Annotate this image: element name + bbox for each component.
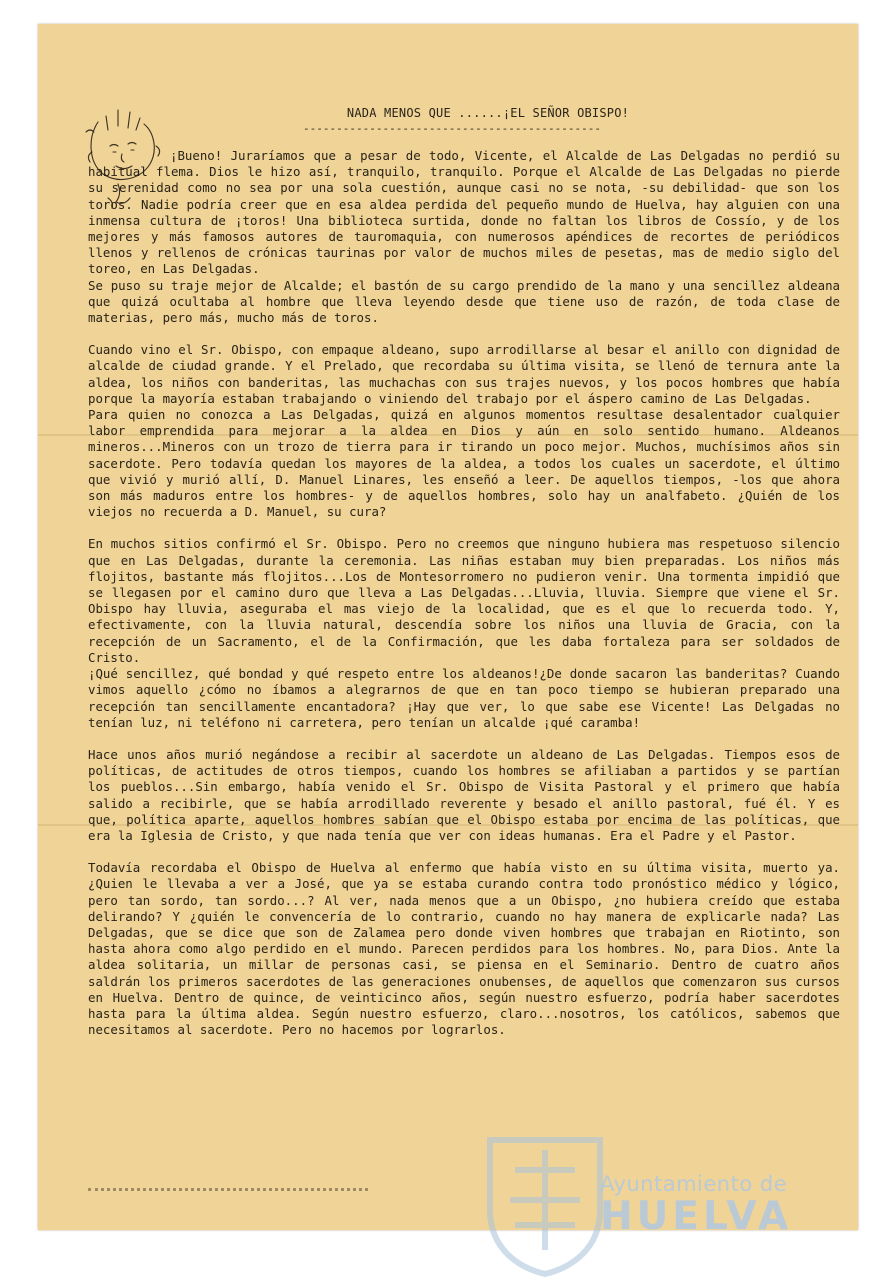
- paragraph: ¡Bueno! Juraríamos que a pesar de todo, Vicente, el Alcalde de Las Delgadas no perdió su habitual flema. Dios le hizo así, tranquilo, tranquilo. Porque el Alcalde de Las Delgadas no pierde su serenidad como no sea por una sola cuestión, aunque casi no se nota, -su debilidad- que son los toros. Nadie podría creer que en esa aldea perdida del pequeño mundo de Huelva, hay alguien con una inmensa cultura de ¡toros! Una biblioteca surtida, donde no faltan los libros de Cossío, y de los mejores y más famosos autores de tauromaquia, con numerosos apéndices de recortes de periódicos llenos y rellenos de crónicas taurinas por valor de muchos miles de pesetas, mas de medio siglo del toreo, en Las Delgadas. Se puso su traje mejor de Alcalde; el bastón de su cargo prendido de la mano y una sencillez aldeana que quizá ocultaba al hombre que lleva leyendo desde que tiene uso de razón, de toda clase de materias, pero más, mucho más de toros.: [88, 148, 840, 326]
- paragraph: Cuando vino el Sr. Obispo, con empaque aldeano, supo arrodillarse al besar el anillo con dignidad de alcalde de ciudad grande. Y el Prelado, que recordaba su última visita, se llenó de ternura ante la aldea, los niños con banderitas, las muchachas con sus trajes nuevos, y los pocos hombres que había porque la mayoría estaban trabajando o viniendo del trabajo por el áspero camino de Las Delgadas. Para quien no conozca a Las Delgadas, quizá en algunos momentos resultase desalentador cualquier labor emprendida para mejorar a la aldea en Dios y aún en solo sentido humano. Aldeanos mineros...Mineros con un trozo de tierra para ir tirando un poco mejor. Muchos, muchísimos años sin sacerdote. Pero todavía quedan los mayores de la aldea, a todos los cuales un sacerdote, el último que vivió y murió allí, D. Manuel Linares, les enseñó a leer. De aquellos tiempos, -los que ahora son más maduros entre los hombres- y de aquellos hombres, solo hay un analfabeto. ¿Quién de los viejos no recuerda a D. Manuel, su cura?: [88, 342, 840, 520]
- closing-rule: [88, 1188, 368, 1195]
- archive-watermark: [600, 1172, 890, 1239]
- document-sheet: [38, 24, 858, 1230]
- document-title: NADA MENOS QUE ......¡EL SEÑOR OBISPO!: [346, 106, 630, 120]
- title-underline: ---------------------------------------------: [303, 122, 602, 135]
- paragraph: Hace unos años murió negándose a recibir al sacerdote un aldeano de Las Delgadas. Tiempos esos de políticas, de actitudes de otros tiempos, cuando los hombres se afiliaban a partidos y se partían los pueblos...Sin embargo, había venido el Sr. Obispo de Visita Pastoral y el primero que había salido a recibirle, que se había arrodillado reverente y besado el anillo pastoral, fué él. Y es que, política aparte, aquellos hombres sabían que el Obispo estaba por encima de las políticas, que era la Iglesia de Cristo, y que nada tenía que ver con ideas humanas. Era el Padre y el Pastor.: [88, 746, 840, 843]
- paragraph: En muchos sitios confirmó el Sr. Obispo. Pero no creemos que ninguno hubiera mas respetuoso silencio que en Las Delgadas, durante la ceremonia. Las niñas estaban muy bien preparadas. Los niños más flojitos, bastante más flojitos...Los de Montesorromero no pudieron venir. Una tormenta impidió que se llegasen por el camino duro que lleva a Las Delgadas...Lluvia, lluvia. Siempre que viene el Sr. Obispo hay lluvia, aseguraba el mas viejo de la localidad, que es el que lo recuerda todo. Y, efectivamente, con la lluvia natural, descendía sobre los niños una lluvia de Gracia, con la recepción de un Sacramento, el de la Confirmación, que les daba fortaleza para ser soldados de Cristo. ¡Qué sencillez, qué bondad y qué respeto entre los aldeanos!¿De donde sacaron las banderitas? Cuando vimos aquello ¿cómo no íbamos a alegrarnos de que en tan poco tiempo se hubieran preparado una recepción tan sencillamente encantadora? ¡Hay que ver, lo que sabe ese Vicente! Las Delgadas no tenían luz, ni teléfono ni carretera, pero tenían un alcalde ¡qué caramba!: [88, 536, 840, 730]
- watermark-line1: Ayuntamiento de: [600, 1172, 788, 1196]
- watermark-line2: HUELVA: [600, 1194, 793, 1239]
- article-body: [88, 148, 840, 1038]
- paragraph: Todavía recordaba el Obispo de Huelva al enfermo que había visto en su última visita, muerto ya. ¿Quien le llevaba a ver a José, que ya se estaba curando contra todo pronóstico médico y lógico, pero tan sordo, tan sordo...? Al ver, nada menos que a un Obispo, ¿no hubiera creído que estaba delirando? Y ¿quién le convencería de lo contrario, cuando no hay manera de explicarle nada? Las Delgadas, que se dice que son de Zalamea pero donde viven hombres que trabajan en Riotinto, son hasta ahora como algo perdido en el mundo. Parecen perdidos para los hombres. No, para Dios. Ante la aldea solitaria, un millar de personas casi, se piensa en el Seminario. Dentro de cuatro años saldrán los primeros sacerdotes de las generaciones onubenses, de aquellos que comenzaron sus cursos en Huelva. Dentro de quince, de veinticinco años, según nuestro esfuerzo, podría haber sacerdotes hasta para la última aldea. Según nuestro esfuerzo, claro...nosotros, los católicos, sabemos que necesitamos al sacerdote. Pero no hacemos por lograrlos.: [88, 860, 840, 1038]
- city-seal-icon: [480, 1130, 610, 1278]
